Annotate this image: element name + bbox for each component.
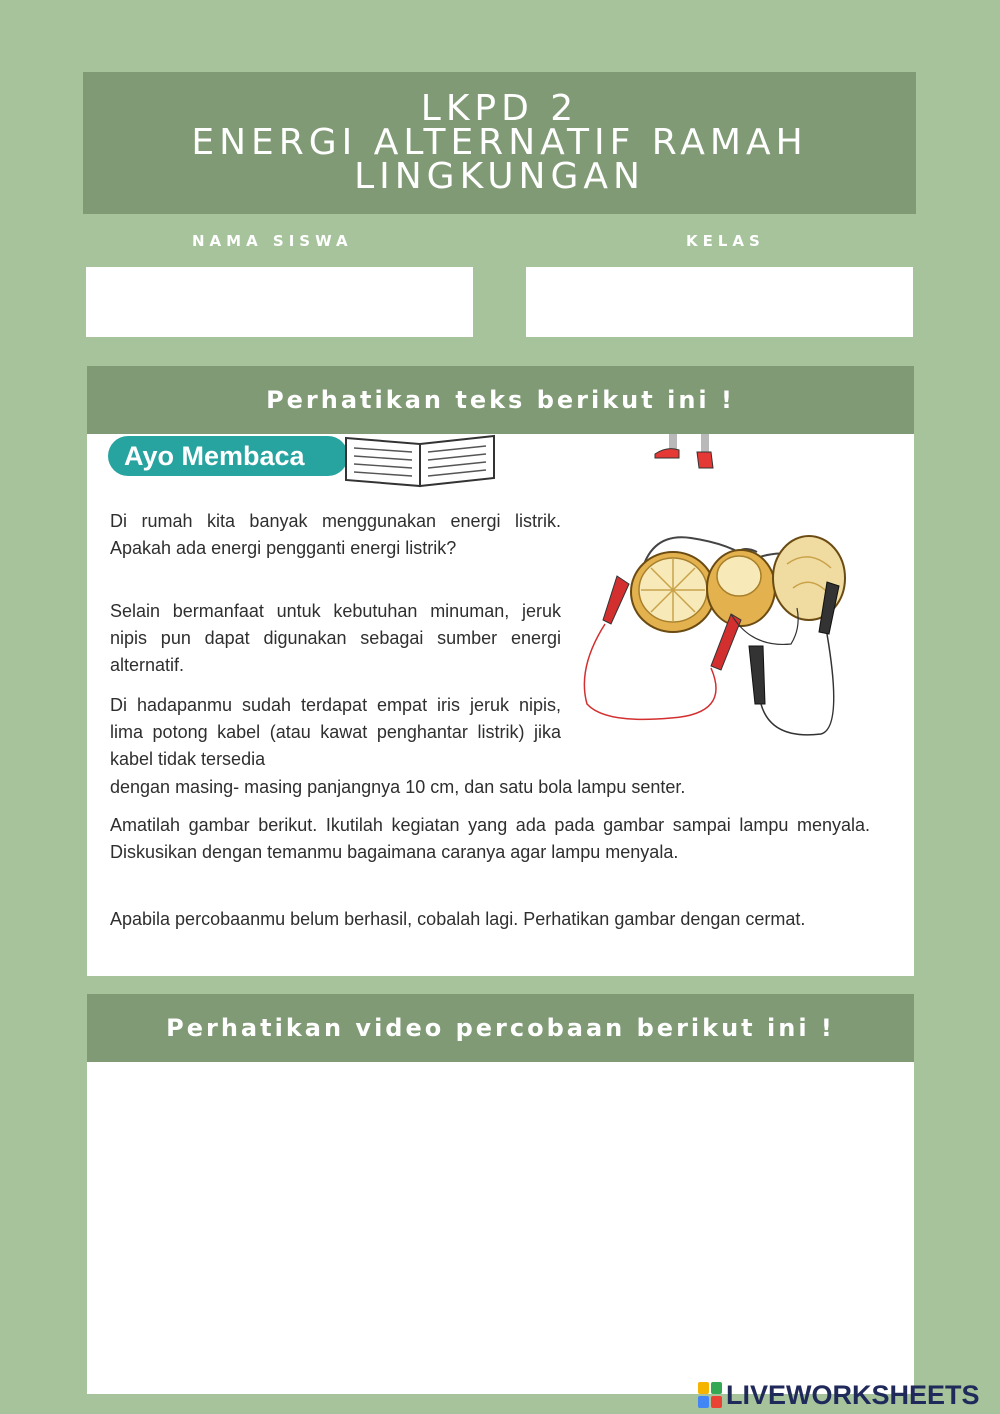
worksheet-title: [83, 72, 916, 214]
reading-excerpt: [87, 434, 914, 976]
paragraph-1: Di rumah kita banyak menggunakan energi listrik. Apakah ada energi pengganti energi listrik?: [110, 511, 561, 558]
paragraph-4: Amatilah gambar berikut. Ikutilah kegiatan yang ada pada gambar sampai lampu menyala. Diskusikan dengan temanmu bagaimana caranya agar lampu menyala.: [110, 815, 870, 862]
liveworksheets-logo-icon: [698, 1382, 722, 1408]
watermark-text: LIVEWORKSHEETS: [726, 1379, 980, 1410]
reading-image-panel: [87, 434, 914, 976]
paragraph-3-continued: dengan masing- masing panjangnya 10 cm, dan satu bola lampu senter.: [110, 777, 686, 797]
text-section-header: Perhatikan teks berikut ini !: [87, 366, 914, 434]
title-line-3: LINGKUNGAN: [354, 156, 645, 197]
child-feet-icon: [647, 434, 727, 478]
video-section-header: Perhatikan video percobaan berikut ini !: [87, 994, 914, 1062]
class-input[interactable]: [526, 267, 913, 337]
class-label: KELAS: [686, 232, 765, 250]
title-line-2: ENERGI ALTERNATIF RAMAH: [191, 122, 808, 163]
paragraph-5: Apabila percobaanmu belum berhasil, cobalah lagi. Perhatikan gambar dengan cermat.: [110, 909, 806, 929]
lime-battery-illustration: [581, 528, 871, 744]
video-player-area[interactable]: [87, 1062, 914, 1394]
liveworksheets-logo: [698, 1378, 980, 1412]
ayo-membaca-badge: Ayo Membaca: [108, 436, 348, 476]
student-name-input[interactable]: [86, 267, 473, 337]
paragraph-2: Selain bermanfaat untuk kebutuhan minuman, jeruk nipis pun dapat digunakan sebagai sumber energi alternatif.: [110, 601, 561, 675]
student-name-label: NAMA SISWA: [192, 232, 353, 250]
open-book-icon: [342, 434, 502, 490]
paragraph-3: Di hadapanmu sudah terdapat empat iris jeruk nipis, lima potong kabel (atau kawat penghantar listrik) jika kabel tidak tersedia: [110, 695, 561, 769]
title-line-1: LKPD 2: [420, 88, 579, 129]
